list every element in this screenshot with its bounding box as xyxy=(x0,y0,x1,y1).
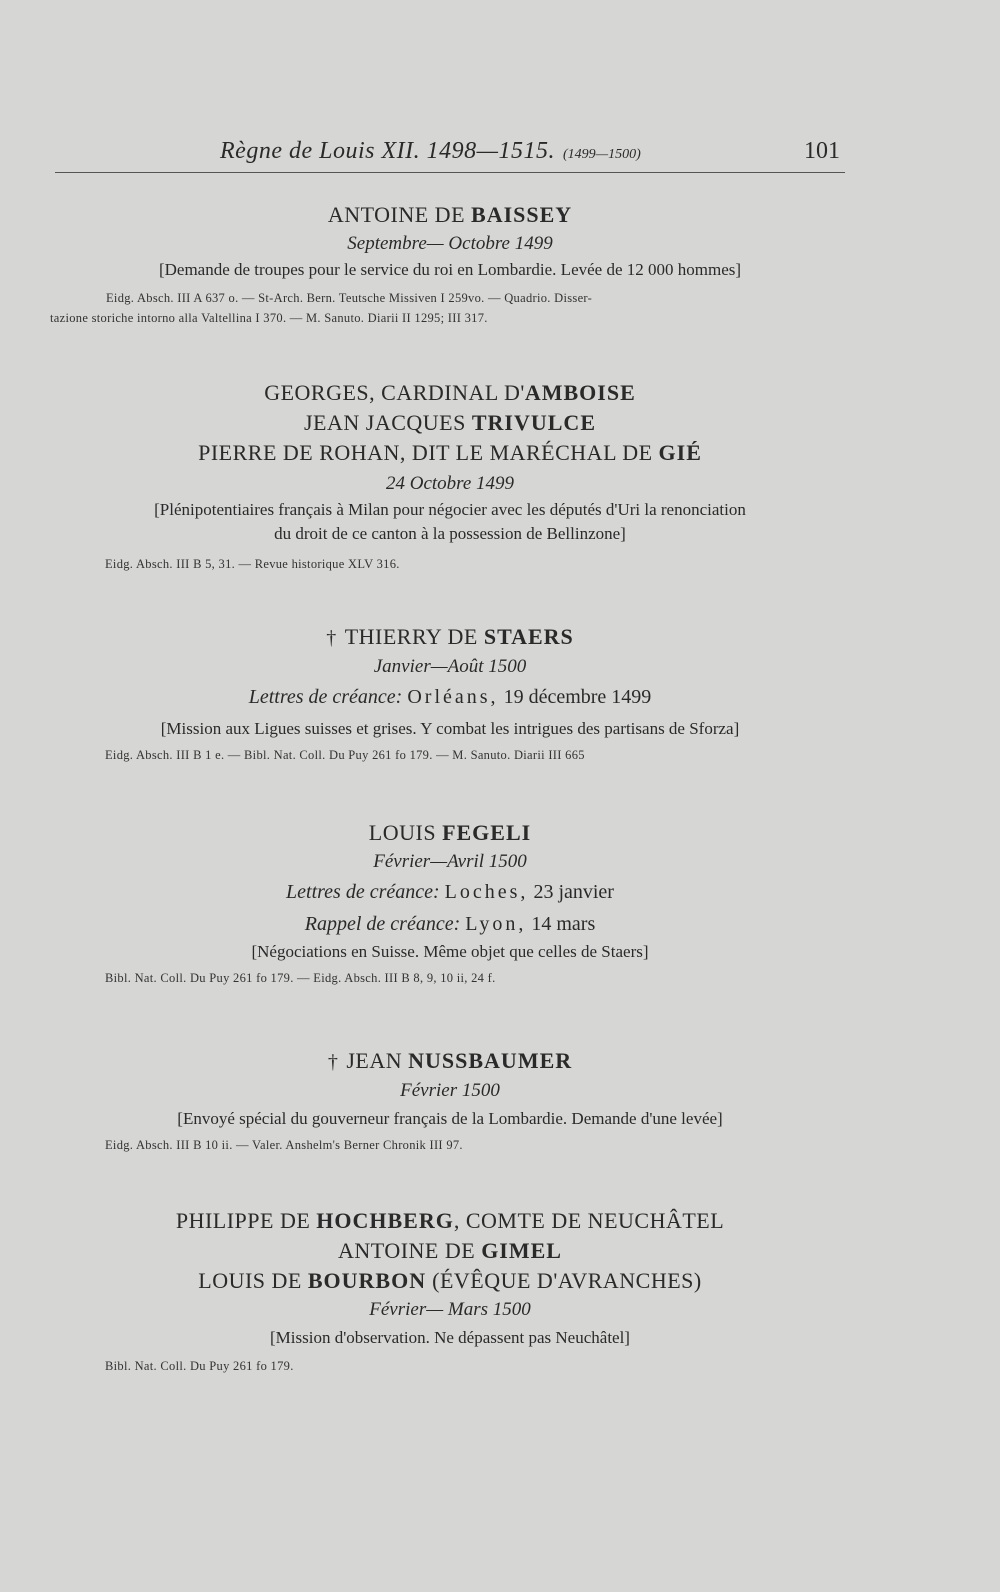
entry-hochberg xyxy=(50,1206,850,1376)
cross-icon: † xyxy=(327,1051,339,1073)
entry-name xyxy=(50,1046,850,1077)
name-bold: GIMEL xyxy=(481,1238,562,1263)
name-bold: BAISSEY xyxy=(471,202,573,227)
rappel-place: Lyon, xyxy=(465,913,527,935)
entry-name xyxy=(50,818,850,848)
entry-source: Eidg. Absch. III B 1 e. — Bibl. Nat. Coll. Du Puy 261 fo 179. — M. Sanuto. Diarii III 665 xyxy=(105,748,585,762)
entry-date: Janvier—Août 1500 xyxy=(373,656,527,677)
running-title xyxy=(220,138,641,165)
name-text: PIERRE DE ROHAN, DIT LE MARÉCHAL DE xyxy=(198,440,659,465)
rappel-de-creance xyxy=(50,908,850,940)
lettre-date: 23 janvier xyxy=(533,881,614,903)
entry-description: [Demande de troupes pour le service du roi en Lombardie. Levée de 12 000 hommes] xyxy=(158,260,742,279)
entry-source: Eidg. Absch. III B 10 ii. — Valer. Anshelm's Berner Chronik III 97. xyxy=(105,1138,463,1152)
cross-icon: † xyxy=(326,627,337,649)
entry-name-line3 xyxy=(50,1266,850,1296)
entry-date: Février 1500 xyxy=(400,1080,500,1101)
entry-fegeli xyxy=(50,818,850,988)
entry-description: [Envoyé spécial du gouverneur français de la Lombardie. Demande d'une levée] xyxy=(177,1109,723,1128)
name-text: PHILIPPE DE xyxy=(175,1208,317,1233)
name-bold: FEGELI xyxy=(442,820,532,845)
name-bold: GIÉ xyxy=(658,440,702,465)
entry-source: Bibl. Nat. Coll. Du Puy 261 fo 179. xyxy=(105,1359,294,1373)
entry-source: Eidg. Absch. III B 5, 31. — Revue historique XLV 316. xyxy=(105,557,400,571)
entry-source: Bibl. Nat. Coll. Du Puy 261 fo 179. — Eidg. Absch. III B 8, 9, 10 ii, 24 f. xyxy=(105,971,496,985)
entry-description: [Mission aux Ligues suisses et grises. Y combat les intrigues des partisans de Sforza] xyxy=(160,719,740,738)
name-bold: TRIVULCE xyxy=(471,410,596,435)
name-bold: STAERS xyxy=(483,624,574,649)
lettre-place: Orléans, xyxy=(407,686,499,708)
header-range: (1499—1500) xyxy=(562,147,641,162)
name-bold: NUSSBAUMER xyxy=(408,1048,573,1073)
name-bold: HOCHBERG xyxy=(316,1208,454,1233)
entry-name xyxy=(50,200,850,230)
entry-description: [Négociations en Suisse. Même objet que celles de Staers] xyxy=(251,942,649,961)
entry-name-line1 xyxy=(50,1206,850,1236)
header-title-text: Règne de Louis XII. 1498—1515. xyxy=(220,138,555,164)
rappel-date: 14 mars xyxy=(531,913,596,935)
entry-description-cont: du droit de ce canton à la possession de Bellinzone] xyxy=(274,524,626,543)
page-number: 101 xyxy=(804,138,840,164)
entry-nussbaumer xyxy=(50,1046,850,1155)
running-header xyxy=(55,138,845,173)
entry-staers xyxy=(50,622,850,765)
entry-description: [Plénipotentiaires français à Milan pour négocier avec les députés d'Uri la renonciation xyxy=(154,500,746,519)
lettres-de-creance xyxy=(50,876,850,908)
entry-date: Février— Mars 1500 xyxy=(369,1299,531,1320)
name-text-post: , COMTE DE NEUCHÂTEL xyxy=(453,1208,725,1233)
name-bold: BOURBON xyxy=(307,1268,427,1293)
entry-source-cont: tazione storiche intorno alla Valtellina I 370. — M. Sanuto. Diarii II 1295; III 317. xyxy=(50,311,488,325)
name-text: ANTOINE DE xyxy=(338,1238,482,1263)
name-bold: AMBOISE xyxy=(524,380,636,405)
lettres-de-creance xyxy=(50,681,850,713)
name-text: JEAN xyxy=(346,1048,409,1073)
entry-source: Eidg. Absch. III A 637 o. — St-Arch. Bern. Teutsche Missiven I 259vo. — Quadrio. Disser- xyxy=(106,291,593,305)
entry-date: Septembre— Octobre 1499 xyxy=(347,233,553,254)
entry-amboise xyxy=(50,378,850,574)
entry-date: Février—Avril 1500 xyxy=(373,851,527,872)
lettre-date: 19 décembre 1499 xyxy=(503,686,652,708)
name-text: ANTOINE DE xyxy=(327,202,472,227)
name-text: LOUIS DE xyxy=(198,1268,308,1293)
name-text: THIERRY DE xyxy=(344,624,484,649)
name-text: GEORGES, CARDINAL D' xyxy=(264,380,525,405)
entry-name-line3 xyxy=(50,438,850,468)
entry-name-line2 xyxy=(50,1236,850,1266)
entry-date: 24 Octobre 1499 xyxy=(385,473,515,494)
name-text: LOUIS xyxy=(368,820,443,845)
entry-baissey xyxy=(50,200,850,328)
lettre-label: Lettres de créance: xyxy=(286,881,440,903)
rappel-label: Rappel de créance: xyxy=(304,913,461,935)
lettre-label: Lettres de créance: xyxy=(248,686,403,708)
lettre-place: Loches, xyxy=(444,881,529,903)
entry-name-line2 xyxy=(50,408,850,438)
entry-name xyxy=(50,622,850,653)
entry-description: [Mission d'observation. Ne dépassent pas Neuchâtel] xyxy=(270,1328,630,1347)
name-text-post: (ÉVÊQUE D'AVRANCHES) xyxy=(426,1268,702,1293)
entry-name-line1 xyxy=(50,378,850,408)
name-text: JEAN JACQUES xyxy=(304,410,472,435)
